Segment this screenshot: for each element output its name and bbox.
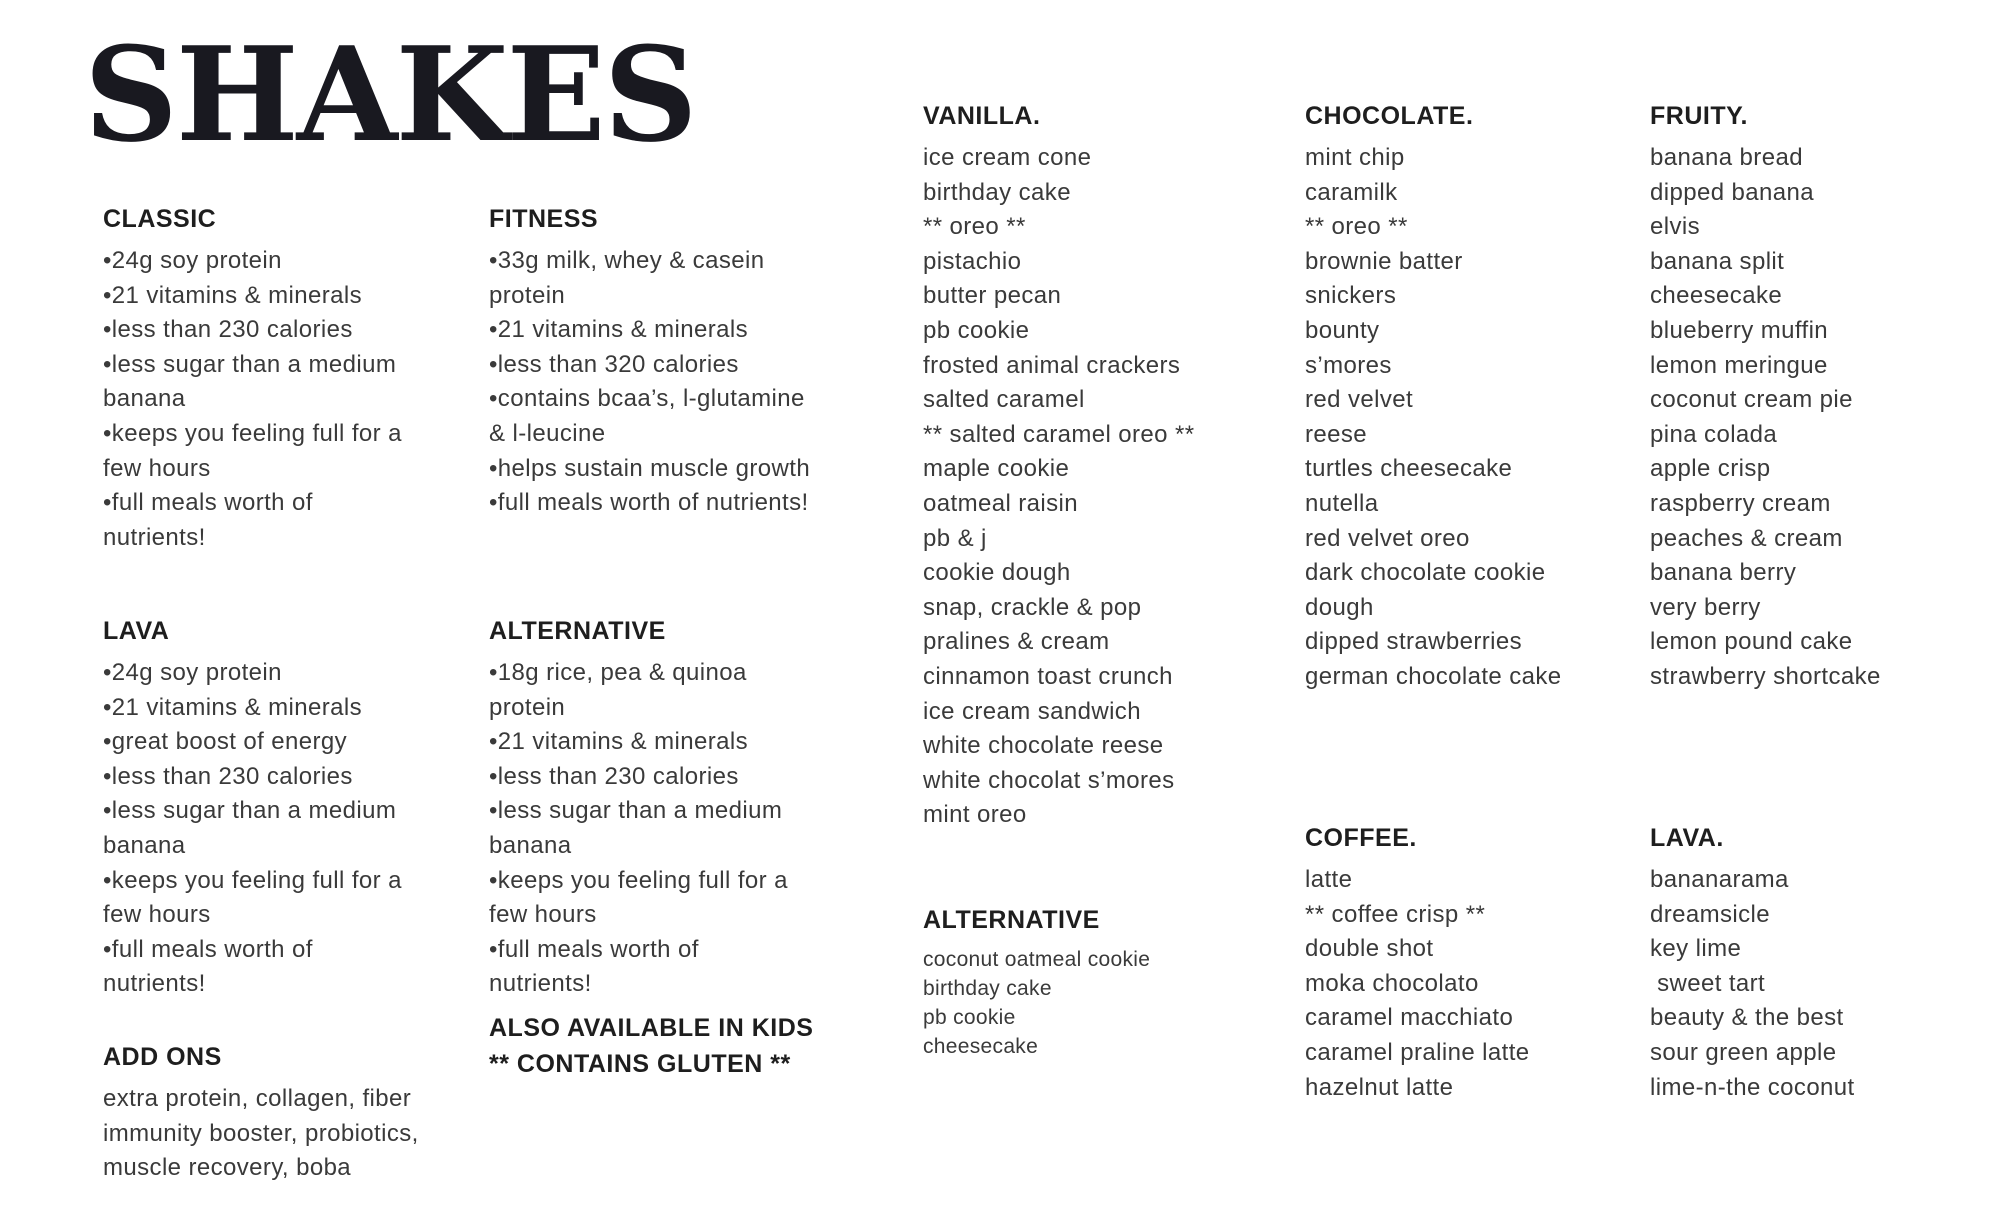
menu-line: few hours <box>489 901 597 929</box>
menu-line: immunity booster, probiotics, <box>103 1119 419 1147</box>
menu-line: dark chocolate cookie <box>1305 559 1546 587</box>
menu-line: extra protein, collagen, fiber <box>103 1085 412 1112</box>
menu-line: snickers <box>1305 282 1397 310</box>
menu-line: cheesecake <box>923 1035 1039 1058</box>
menu-line: •full meals worth of <box>489 935 699 963</box>
menu-line: birthday cake <box>923 977 1052 1000</box>
menu-line: •less than 230 calories <box>103 316 353 344</box>
menu-line: •less than 230 calories <box>103 762 353 790</box>
section-add-ons <box>103 1043 419 1186</box>
kids-note-line2: ** CONTAINS GLUTEN ** <box>489 1050 791 1078</box>
menu-line: apple crisp <box>1650 455 1771 483</box>
menu-line: coconut oatmeal cookie <box>923 948 1151 971</box>
section-fitness <box>489 205 810 521</box>
menu-line: banana <box>103 385 186 413</box>
menu-line: red velvet oreo <box>1305 524 1470 552</box>
menu-line: double shot <box>1305 935 1434 963</box>
menu-line: mint oreo <box>923 801 1027 829</box>
menu-line: cheesecake <box>1650 282 1783 310</box>
menu-line: frosted animal crackers <box>923 351 1181 379</box>
menu-line: very berry <box>1650 593 1761 621</box>
section-alternative-info <box>489 617 788 1002</box>
section-list-fruity <box>1650 141 1881 695</box>
menu-line: lemon pound cake <box>1650 628 1853 656</box>
menu-line: maple cookie <box>923 455 1070 483</box>
menu-line: mint chip <box>1305 144 1405 171</box>
menu-line: reese <box>1305 420 1368 448</box>
menu-line: •24g soy protein <box>103 659 282 686</box>
menu-line: •full meals worth of <box>103 489 313 517</box>
menu-line: white chocolat s’mores <box>923 766 1175 794</box>
section-classic <box>103 205 402 555</box>
menu-line: bananarama <box>1650 866 1789 893</box>
menu-line: nutrients! <box>103 970 206 998</box>
section-heading-alternative-info: ALTERNATIVE <box>489 617 666 645</box>
menu-line: banana split <box>1650 247 1785 275</box>
menu-line: •33g milk, whey & casein <box>489 247 765 274</box>
menu-line: snap, crackle & pop <box>923 593 1142 621</box>
menu-line: pb cookie <box>923 1006 1016 1029</box>
menu-line: german chocolate cake <box>1305 662 1562 690</box>
menu-line: coconut cream pie <box>1650 386 1853 414</box>
menu-line: cinnamon toast crunch <box>923 662 1173 690</box>
menu-line: •keeps you feeling full for a <box>103 419 402 447</box>
menu-line: •21 vitamins & minerals <box>103 693 363 721</box>
menu-line: s’mores <box>1305 351 1392 379</box>
menu-line: oatmeal raisin <box>923 489 1079 517</box>
kids-note <box>489 1010 813 1082</box>
menu-line: •great boost of energy <box>103 728 348 756</box>
section-list-classic <box>103 244 402 555</box>
menu-line: few hours <box>103 454 211 482</box>
menu-line: butter pecan <box>923 282 1062 310</box>
menu-line: ice cream sandwich <box>923 697 1141 725</box>
section-lava-info <box>103 617 402 1002</box>
menu-line: ** salted caramel oreo ** <box>923 420 1195 448</box>
menu-line: & l-leucine <box>489 419 606 447</box>
section-list-add-ons <box>103 1082 419 1186</box>
menu-line: ** coffee crisp ** <box>1305 900 1486 928</box>
menu-line: •contains bcaa’s, l-glutamine <box>489 385 805 413</box>
menu-line: brownie batter <box>1305 247 1463 275</box>
menu-line: blueberry muffin <box>1650 316 1829 344</box>
menu-line: ** oreo ** <box>923 213 1026 241</box>
menu-line: nutrients! <box>103 523 206 551</box>
menu-line: ice cream cone <box>923 144 1092 171</box>
menu-line: •21 vitamins & minerals <box>489 316 749 344</box>
menu-line: •21 vitamins & minerals <box>489 728 749 756</box>
menu-line: key lime <box>1650 935 1742 963</box>
menu-line: red velvet <box>1305 386 1414 414</box>
section-list-alternative-flavors <box>923 945 1150 1061</box>
section-heading-add-ons: ADD ONS <box>103 1043 222 1071</box>
kids-note-line1: ALSO AVAILABLE IN KIDS <box>489 1014 814 1042</box>
menu-line: dipped banana <box>1650 178 1815 206</box>
menu-line: •21 vitamins & minerals <box>103 281 363 309</box>
menu-line: moka chocolato <box>1305 969 1479 997</box>
menu-line: nutella <box>1305 489 1379 517</box>
section-heading-alternative-flavors: ALTERNATIVE <box>923 906 1100 934</box>
menu-line: salted caramel <box>923 386 1085 414</box>
section-lava-flavors <box>1650 824 1855 1105</box>
menu-line: few hours <box>103 901 211 929</box>
menu-line: •full meals worth of nutrients! <box>489 489 809 517</box>
section-list-alternative-info <box>489 656 788 1002</box>
menu-line: raspberry cream <box>1650 489 1831 517</box>
menu-line: pina colada <box>1650 420 1778 448</box>
section-heading-lava-info: LAVA <box>103 617 170 645</box>
menu-line: strawberry shortcake <box>1650 662 1881 690</box>
menu-line: birthday cake <box>923 178 1071 206</box>
section-list-fitness <box>489 244 810 521</box>
section-list-lava-flavors <box>1650 863 1855 1105</box>
menu-line: ** oreo ** <box>1305 213 1408 241</box>
menu-line: banana berry <box>1650 559 1797 587</box>
menu-line: banana <box>103 831 186 859</box>
menu-line: banana bread <box>1650 144 1803 171</box>
menu-line: lime-n-the coconut <box>1650 1073 1855 1101</box>
menu-line: •24g soy protein <box>103 247 282 274</box>
menu-line: sour green apple <box>1650 1038 1837 1066</box>
menu-line: •less than 230 calories <box>489 762 739 790</box>
section-heading-coffee: COFFEE. <box>1305 824 1417 852</box>
menu-line: •keeps you feeling full for a <box>103 866 402 894</box>
menu-line: latte <box>1305 866 1353 893</box>
menu-line: •full meals worth of <box>103 935 313 963</box>
menu-line: •helps sustain muscle growth <box>489 454 811 482</box>
menu-line: dreamsicle <box>1650 900 1771 928</box>
section-vanilla <box>923 102 1194 833</box>
menu-line: turtles cheesecake <box>1305 455 1513 483</box>
section-coffee <box>1305 824 1530 1105</box>
section-heading-classic: CLASSIC <box>103 205 217 233</box>
menu-line: beauty & the best <box>1650 1004 1844 1032</box>
menu-line: protein <box>489 693 566 721</box>
section-alternative-flavors <box>923 906 1150 1061</box>
menu-line: peaches & cream <box>1650 524 1843 552</box>
section-heading-chocolate: CHOCOLATE. <box>1305 102 1474 130</box>
menu-line: •less sugar than a medium <box>103 797 397 825</box>
menu-line: lemon meringue <box>1650 351 1828 379</box>
menu-line: caramel macchiato <box>1305 1004 1514 1032</box>
section-heading-fitness: FITNESS <box>489 205 599 233</box>
menu-line: cookie dough <box>923 559 1071 587</box>
menu-line: •less sugar than a medium <box>103 350 397 378</box>
section-chocolate <box>1305 102 1562 695</box>
menu-line: pb cookie <box>923 316 1030 344</box>
menu-line: sweet tart <box>1650 969 1766 997</box>
section-list-chocolate <box>1305 141 1562 695</box>
menu-line: •18g rice, pea & quinoa <box>489 659 747 686</box>
section-list-vanilla <box>923 141 1194 833</box>
menu-line: pb & j <box>923 524 987 552</box>
menu-line: protein <box>489 281 566 309</box>
section-heading-fruity: FRUITY. <box>1650 102 1748 130</box>
menu-line: bounty <box>1305 316 1380 344</box>
menu-line: muscle recovery, boba <box>103 1154 352 1182</box>
menu-line: pistachio <box>923 247 1022 275</box>
menu-line: caramilk <box>1305 178 1398 206</box>
menu-line: dipped strawberries <box>1305 628 1523 656</box>
menu-line: nutrients! <box>489 970 592 998</box>
section-fruity <box>1650 102 1881 695</box>
menu-line: pralines & cream <box>923 628 1110 656</box>
menu-line: elvis <box>1650 213 1701 241</box>
menu-title: SHAKES <box>84 18 696 171</box>
menu-line: •less sugar than a medium <box>489 797 783 825</box>
section-heading-lava-flavors: LAVA. <box>1650 824 1724 852</box>
menu-line: caramel praline latte <box>1305 1038 1530 1066</box>
section-heading-vanilla: VANILLA. <box>923 102 1041 130</box>
menu-line: white chocolate reese <box>923 732 1164 760</box>
menu-line: banana <box>489 831 572 859</box>
section-list-coffee <box>1305 863 1530 1105</box>
section-list-lava-info <box>103 656 402 1002</box>
menu-line: hazelnut latte <box>1305 1073 1454 1101</box>
menu-line: dough <box>1305 593 1374 621</box>
menu-line: •less than 320 calories <box>489 350 739 378</box>
menu-line: •keeps you feeling full for a <box>489 866 788 894</box>
